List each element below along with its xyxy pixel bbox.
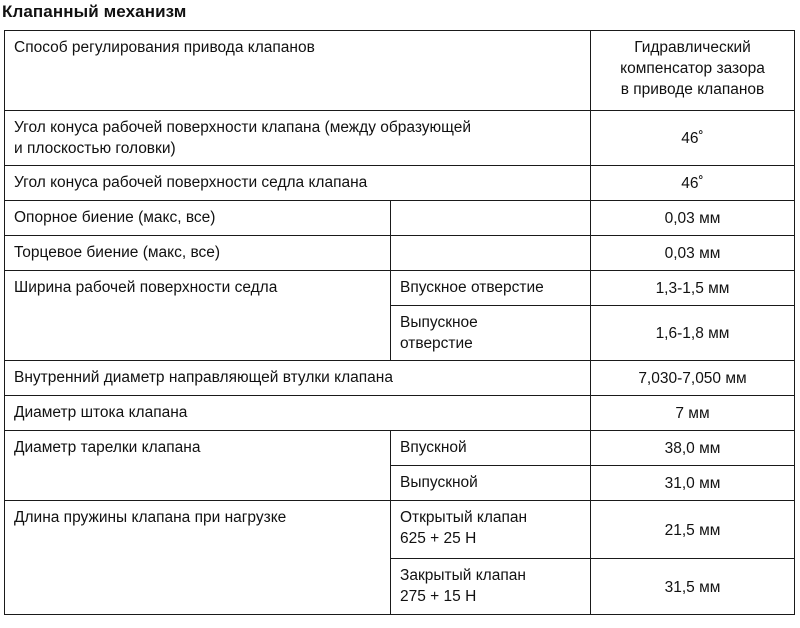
row-value: 31,5 мм	[591, 559, 795, 615]
row-sublabel-empty	[391, 236, 591, 271]
row-value: 31,0 мм	[591, 466, 795, 501]
row-label: Ширина рабочей поверхности седла	[5, 271, 391, 361]
row-value: 1,3-1,5 мм	[591, 271, 795, 306]
table-row	[5, 431, 795, 466]
table-row	[5, 361, 795, 396]
row-sublabel: Открытый клапан 625 + 25 Н	[391, 501, 591, 559]
row-value: 7,030-7,050 мм	[591, 361, 795, 396]
table-row	[5, 31, 795, 111]
row-label: Диаметр штока клапана	[5, 396, 591, 431]
row-value: 1,6-1,8 мм	[591, 306, 795, 361]
row-label: Угол конуса рабочей поверхности седла клапана	[5, 166, 591, 201]
row-label: Диаметр тарелки клапана	[5, 431, 391, 501]
row-value: 7 мм	[591, 396, 795, 431]
row-sublabel: Впускное отверстие	[391, 271, 591, 306]
row-label: Длина пружины клапана при нагрузке	[5, 501, 391, 615]
row-label: Угол конуса рабочей поверхности клапана (между образующей и плоскостью головки)	[5, 111, 591, 166]
row-label: Способ регулирования привода клапанов	[5, 31, 591, 111]
valve-spec-table	[4, 30, 795, 615]
table-row	[5, 111, 795, 166]
page-title: Клапанный механизм	[2, 2, 187, 21]
row-sublabel: Закрытый клапан 275 + 15 Н	[391, 559, 591, 615]
table-row	[5, 166, 795, 201]
row-sublabel: Выпускное отверстие	[391, 306, 591, 361]
row-value: 46˚	[591, 166, 795, 201]
row-value: 0,03 мм	[591, 201, 795, 236]
row-value: 21,5 мм	[591, 501, 795, 559]
table-row	[5, 236, 795, 271]
row-sublabel: Выпускной	[391, 466, 591, 501]
table-row	[5, 201, 795, 236]
row-sublabel: Впускной	[391, 431, 591, 466]
row-label: Опорное биение (макс, все)	[5, 201, 391, 236]
row-label: Торцевое биение (макс, все)	[5, 236, 391, 271]
table-row	[5, 501, 795, 559]
row-value: 38,0 мм	[591, 431, 795, 466]
table-row	[5, 396, 795, 431]
row-value: Гидравлический компенсатор зазора в приводе клапанов	[591, 31, 795, 111]
row-value: 46˚	[591, 111, 795, 166]
row-value: 0,03 мм	[591, 236, 795, 271]
table-row	[5, 271, 795, 306]
row-sublabel-empty	[391, 201, 591, 236]
row-label: Внутренний диаметр направляющей втулки клапана	[5, 361, 591, 396]
